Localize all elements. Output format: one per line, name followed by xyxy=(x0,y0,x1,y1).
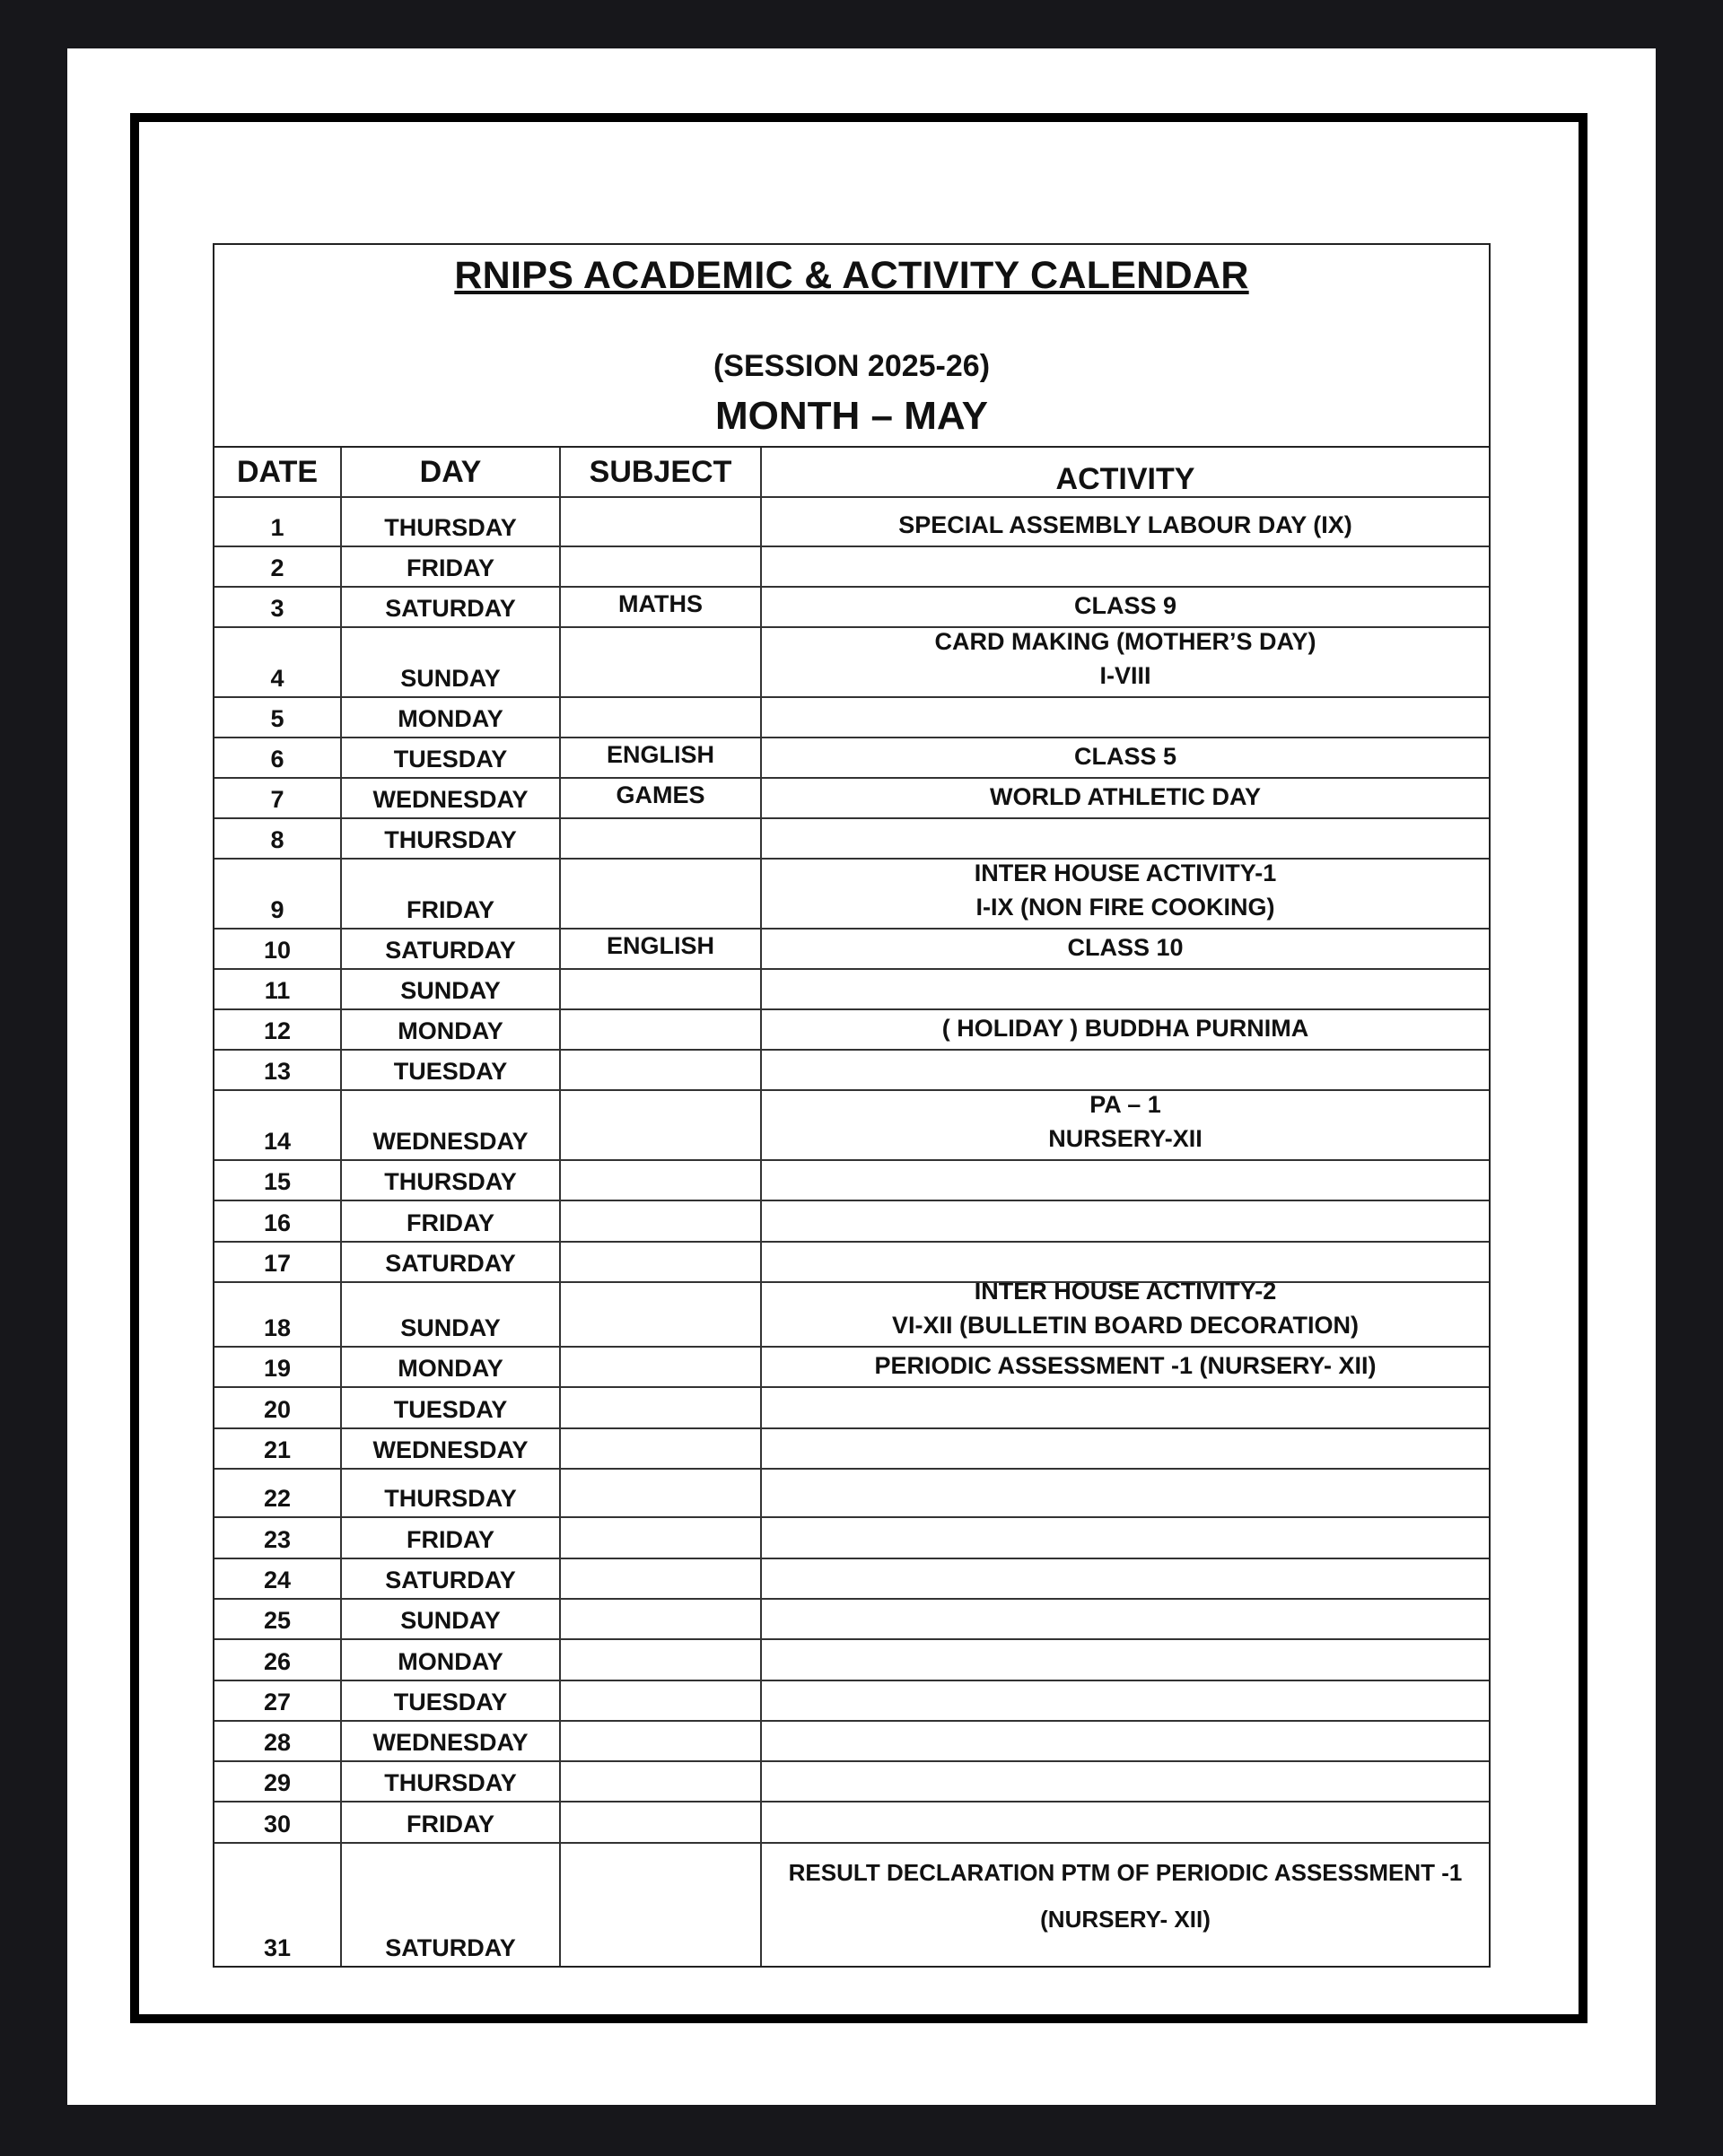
month-label: MONTH – MAY xyxy=(715,394,988,438)
day-cell: TUESDAY xyxy=(342,1681,561,1720)
subject-cell: ENGLISH xyxy=(561,738,762,777)
activity-line: WORLD ATHLETIC DAY xyxy=(990,783,1261,810)
date-cell: 3 xyxy=(214,588,342,626)
date-cell: 19 xyxy=(214,1348,342,1386)
subject-cell xyxy=(561,1559,762,1598)
table-row xyxy=(214,1470,1489,1518)
table-row xyxy=(214,1762,1489,1802)
table-row xyxy=(214,1722,1489,1762)
date-cell: 20 xyxy=(214,1388,342,1427)
subject-cell xyxy=(561,698,762,737)
table-row xyxy=(214,1051,1489,1091)
day-cell: FRIDAY xyxy=(342,1201,561,1241)
activity-cell xyxy=(762,930,1489,968)
activity-cell xyxy=(762,1388,1489,1427)
day-cell: MONDAY xyxy=(342,1348,561,1386)
table-row xyxy=(214,547,1489,588)
activity-cell xyxy=(762,628,1489,696)
table-row xyxy=(214,1161,1489,1201)
activity-cell xyxy=(762,779,1489,817)
day-cell: THURSDAY xyxy=(342,819,561,858)
date-cell: 25 xyxy=(214,1600,342,1638)
activity-cell xyxy=(762,1010,1489,1049)
table-row xyxy=(214,1681,1489,1722)
activity-cell xyxy=(762,1201,1489,1241)
date-cell: 17 xyxy=(214,1243,342,1281)
table-row xyxy=(214,1283,1489,1348)
activity-line: (NURSERY- XII) xyxy=(1040,1906,1211,1933)
day-cell: MONDAY xyxy=(342,698,561,737)
date-cell: 29 xyxy=(214,1762,342,1801)
date-cell: 2 xyxy=(214,547,342,586)
table-row xyxy=(214,498,1489,547)
date-cell: 12 xyxy=(214,1010,342,1049)
day-cell: WEDNESDAY xyxy=(342,1722,561,1760)
day-cell: THURSDAY xyxy=(342,498,561,546)
table-row xyxy=(214,698,1489,738)
subject-cell xyxy=(561,1010,762,1049)
date-cell: 1 xyxy=(214,498,342,546)
date-cell: 21 xyxy=(214,1429,342,1468)
table-row xyxy=(214,860,1489,930)
day-cell: FRIDAY xyxy=(342,860,561,928)
day-cell: TUESDAY xyxy=(342,1388,561,1427)
subject-cell xyxy=(561,1518,762,1558)
activity-cell xyxy=(762,860,1489,928)
activity-line: INTER HOUSE ACTIVITY-2 xyxy=(974,1283,1277,1305)
document-page xyxy=(67,48,1656,2105)
column-header-day: DAY xyxy=(342,448,561,496)
activity-line: CLASS 5 xyxy=(1073,743,1177,770)
subject-cell xyxy=(561,1470,762,1516)
activity-cell xyxy=(762,1640,1489,1680)
date-cell: 31 xyxy=(214,1844,342,1966)
table-row xyxy=(214,1844,1489,1966)
date-cell: 7 xyxy=(214,779,342,817)
day-cell: SUNDAY xyxy=(342,628,561,696)
date-cell: 11 xyxy=(214,970,342,1008)
table-row xyxy=(214,628,1489,698)
table-row xyxy=(214,1429,1489,1470)
table-row xyxy=(214,779,1489,819)
date-cell: 22 xyxy=(214,1470,342,1516)
day-cell: THURSDAY xyxy=(342,1161,561,1200)
date-cell: 15 xyxy=(214,1161,342,1200)
day-cell: FRIDAY xyxy=(342,547,561,586)
date-cell: 24 xyxy=(214,1559,342,1598)
activity-cell xyxy=(762,1348,1489,1386)
table-row xyxy=(214,1600,1489,1640)
day-cell: MONDAY xyxy=(342,1640,561,1680)
activity-cell xyxy=(762,1518,1489,1558)
day-cell: MONDAY xyxy=(342,1010,561,1049)
day-cell: SATURDAY xyxy=(342,930,561,968)
table-row xyxy=(214,1243,1489,1283)
subject-cell xyxy=(561,1161,762,1200)
activity-cell xyxy=(762,1429,1489,1468)
activity-cell xyxy=(762,1161,1489,1200)
subject-cell xyxy=(561,819,762,858)
activity-line: I-IX (NON FIRE COOKING) xyxy=(975,894,1275,921)
subject-cell xyxy=(561,1283,762,1346)
day-cell: WEDNESDAY xyxy=(342,1429,561,1468)
subject-cell xyxy=(561,1640,762,1680)
day-cell: SATURDAY xyxy=(342,588,561,626)
activity-cell xyxy=(762,498,1489,546)
day-cell: TUESDAY xyxy=(342,738,561,777)
date-cell: 6 xyxy=(214,738,342,777)
date-cell: 23 xyxy=(214,1518,342,1558)
activity-cell xyxy=(762,547,1489,586)
subject-cell xyxy=(561,1681,762,1720)
subject-cell xyxy=(561,1802,762,1842)
day-cell: SATURDAY xyxy=(342,1559,561,1598)
activity-line: ( HOLIDAY ) BUDDHA PURNIMA xyxy=(941,1015,1309,1042)
activity-cell xyxy=(762,698,1489,737)
table-row xyxy=(214,1091,1489,1161)
activity-cell xyxy=(762,1844,1489,1966)
subject-cell xyxy=(561,547,762,586)
subject-cell xyxy=(561,860,762,928)
activity-cell xyxy=(762,738,1489,777)
table-row xyxy=(214,1388,1489,1429)
table-row xyxy=(214,1348,1489,1388)
day-cell: TUESDAY xyxy=(342,1051,561,1089)
day-cell: WEDNESDAY xyxy=(342,779,561,817)
table-row xyxy=(214,738,1489,779)
table-row xyxy=(214,1518,1489,1559)
subject-cell xyxy=(561,1762,762,1801)
calendar-title: RNIPS ACADEMIC & ACTIVITY CALENDAR xyxy=(454,254,1249,297)
subject-cell xyxy=(561,1388,762,1427)
day-cell: WEDNESDAY xyxy=(342,1091,561,1159)
date-cell: 26 xyxy=(214,1640,342,1680)
activity-cell xyxy=(762,1091,1489,1159)
date-cell: 9 xyxy=(214,860,342,928)
activity-cell xyxy=(762,1051,1489,1089)
date-cell: 4 xyxy=(214,628,342,696)
subject-cell xyxy=(561,1243,762,1281)
date-cell: 10 xyxy=(214,930,342,968)
day-cell: FRIDAY xyxy=(342,1518,561,1558)
activity-cell xyxy=(762,1681,1489,1720)
calendar-rows xyxy=(214,498,1489,1966)
calendar-header xyxy=(214,245,1489,448)
column-header-row xyxy=(214,448,1489,498)
session-label: (SESSION 2025-26) xyxy=(713,349,991,383)
activity-line: RESULT DECLARATION PTM OF PERIODIC ASSESSMENT -1 xyxy=(788,1859,1463,1886)
activity-cell xyxy=(762,1600,1489,1638)
date-cell: 27 xyxy=(214,1681,342,1720)
subject-cell xyxy=(561,1722,762,1760)
activity-cell xyxy=(762,1283,1489,1346)
activity-cell xyxy=(762,1559,1489,1598)
subject-cell xyxy=(561,1051,762,1089)
date-cell: 28 xyxy=(214,1722,342,1760)
activity-cell xyxy=(762,1762,1489,1801)
date-cell: 13 xyxy=(214,1051,342,1089)
activity-line: VI-XII (BULLETIN BOARD DECORATION) xyxy=(892,1312,1359,1339)
activity-cell xyxy=(762,1802,1489,1842)
subject-cell xyxy=(561,498,762,546)
subject-cell xyxy=(561,970,762,1008)
activity-cell xyxy=(762,970,1489,1008)
table-row xyxy=(214,1802,1489,1844)
activity-line: I-VIII xyxy=(1099,662,1151,689)
subject-cell xyxy=(561,1201,762,1241)
subject-cell xyxy=(561,1600,762,1638)
activity-line: PERIODIC ASSESSMENT -1 (NURSERY- XII) xyxy=(874,1352,1377,1379)
subject-cell: ENGLISH xyxy=(561,930,762,968)
table-row xyxy=(214,930,1489,970)
day-cell: FRIDAY xyxy=(342,1802,561,1842)
date-cell: 30 xyxy=(214,1802,342,1842)
day-cell: SATURDAY xyxy=(342,1243,561,1281)
subject-cell xyxy=(561,628,762,696)
day-cell: SUNDAY xyxy=(342,1283,561,1346)
activity-line: SPECIAL ASSEMBLY LABOUR DAY (IX) xyxy=(898,511,1352,538)
subject-cell xyxy=(561,1348,762,1386)
calendar-table xyxy=(213,243,1491,1968)
column-header-subject: SUBJECT xyxy=(561,448,762,496)
activity-line: PA – 1 xyxy=(1089,1091,1161,1118)
date-cell: 8 xyxy=(214,819,342,858)
activity-line: CARD MAKING (MOTHER’S DAY) xyxy=(934,628,1316,655)
page-border xyxy=(130,113,1587,2023)
activity-cell xyxy=(762,819,1489,858)
activity-line: CLASS 9 xyxy=(1073,592,1177,619)
date-cell: 5 xyxy=(214,698,342,737)
activity-line: NURSERY-XII xyxy=(1048,1125,1203,1152)
subject-cell xyxy=(561,1429,762,1468)
day-cell: SUNDAY xyxy=(342,1600,561,1638)
day-cell: SUNDAY xyxy=(342,970,561,1008)
activity-cell xyxy=(762,1243,1489,1281)
table-row xyxy=(214,1201,1489,1243)
table-row xyxy=(214,819,1489,860)
activity-cell xyxy=(762,1722,1489,1760)
activity-cell xyxy=(762,588,1489,626)
column-header-activity: ACTIVITY xyxy=(1055,462,1195,496)
subject-cell xyxy=(561,1844,762,1966)
table-row xyxy=(214,1010,1489,1051)
table-row xyxy=(214,588,1489,628)
activity-line: CLASS 10 xyxy=(1067,934,1184,961)
activity-line: INTER HOUSE ACTIVITY-1 xyxy=(974,860,1277,886)
table-row xyxy=(214,1640,1489,1681)
day-cell: SATURDAY xyxy=(342,1844,561,1966)
subject-cell xyxy=(561,1091,762,1159)
day-cell: THURSDAY xyxy=(342,1470,561,1516)
date-cell: 14 xyxy=(214,1091,342,1159)
day-cell: THURSDAY xyxy=(342,1762,561,1801)
column-header-date: DATE xyxy=(214,448,342,496)
table-row xyxy=(214,1559,1489,1600)
subject-cell: GAMES xyxy=(561,779,762,817)
date-cell: 16 xyxy=(214,1201,342,1241)
table-row xyxy=(214,970,1489,1010)
subject-cell: MATHS xyxy=(561,588,762,626)
date-cell: 18 xyxy=(214,1283,342,1346)
activity-cell xyxy=(762,1470,1489,1516)
